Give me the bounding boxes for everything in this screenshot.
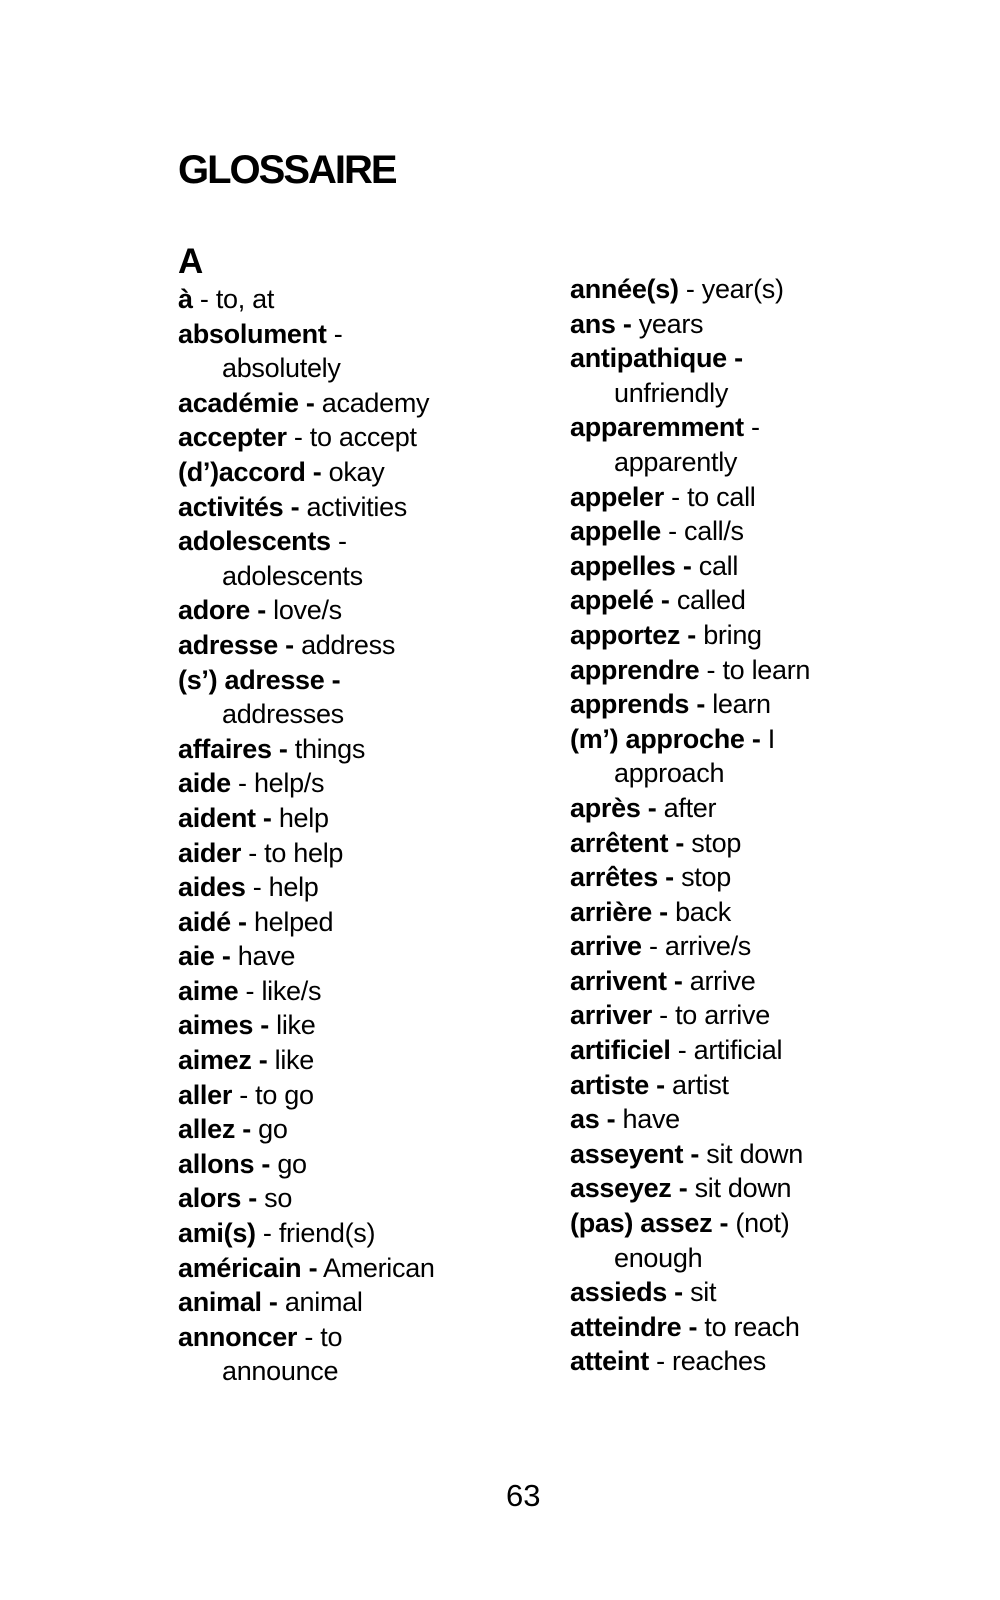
- glossary-entry: [570, 826, 990, 861]
- entry-term: (s’) adresse -: [178, 664, 341, 695]
- glossary-entry: [570, 1275, 990, 1310]
- glossary-entry: appelle - call/s: [570, 516, 744, 547]
- glossary-entry: [570, 722, 990, 791]
- glossary-entry: [178, 939, 578, 974]
- entry-term: appelle: [570, 516, 661, 547]
- entry-definition: to help: [264, 837, 344, 868]
- entry-term: arrière -: [570, 896, 668, 927]
- entry-term: arrive: [570, 931, 642, 962]
- glossary-entry: [178, 1112, 578, 1147]
- entry-definition: help/s: [253, 768, 325, 799]
- glossary-entry: [178, 386, 578, 421]
- entry-definition-continuation: addresses: [222, 699, 344, 730]
- entry-definition: activities: [306, 491, 407, 522]
- entry-definition: learn: [712, 689, 771, 720]
- entry-term: apportez -: [570, 619, 697, 650]
- entry-term: absolument: [178, 318, 327, 349]
- entry-term: aller: [178, 1079, 233, 1110]
- entry-term: (m’) approche -: [570, 723, 761, 754]
- entry-definition: I: [767, 723, 775, 754]
- entry-term: adolescents: [178, 526, 331, 557]
- glossary-entry: [570, 549, 990, 584]
- entry-term: apparemment: [570, 412, 744, 443]
- entry-definition: after: [663, 792, 717, 823]
- glossary-entry: [570, 618, 990, 653]
- glossary-entry: [570, 687, 990, 722]
- glossary-entry: [178, 1181, 578, 1216]
- entry-term: après -: [570, 792, 657, 823]
- glossary-entry: accepter - to accept: [178, 422, 417, 453]
- glossary-entry: apparemment - apparently: [570, 412, 760, 477]
- glossary-entry: [178, 455, 578, 490]
- entry-definition: to reach: [704, 1311, 800, 1342]
- entry-definition: sit down: [694, 1173, 792, 1204]
- entry-term: antipathique -: [570, 343, 743, 374]
- entry-definition: animal: [284, 1287, 363, 1318]
- entry-definition: to call: [687, 481, 756, 512]
- entry-definition: go: [258, 1114, 288, 1145]
- entry-definition: to arrive: [675, 1000, 770, 1031]
- entry-definition: like/s: [261, 975, 322, 1006]
- entry-definition: stop: [681, 862, 731, 893]
- entry-definition: reaches: [672, 1346, 766, 1377]
- entry-term: animal -: [178, 1287, 278, 1318]
- entry-definition: love/s: [273, 595, 342, 626]
- entry-term: artiste -: [570, 1069, 665, 1100]
- page-title: GLOSSAIRE: [178, 148, 396, 192]
- entry-term: appeler: [570, 481, 664, 512]
- entry-definition: sit: [690, 1277, 717, 1308]
- entry-term: atteint: [570, 1346, 649, 1377]
- entry-definition: like: [276, 1010, 316, 1041]
- entry-definition: okay: [328, 456, 385, 487]
- entry-term: asseyez -: [570, 1173, 688, 1204]
- entry-term: année(s): [570, 274, 679, 304]
- entry-definition-continuation: announce: [222, 1356, 339, 1387]
- glossary-entry: adolescents - adolescents: [178, 526, 363, 591]
- entry-term: allez -: [178, 1114, 251, 1145]
- entry-definition: to learn: [722, 654, 811, 685]
- glossary-entry: aime - like/s: [178, 975, 322, 1006]
- glossary-entry: [570, 1102, 990, 1137]
- glossary-entry: [178, 628, 578, 663]
- glossary-entry: [570, 964, 990, 999]
- entry-term: (d’)accord -: [178, 456, 322, 487]
- glossary-entry: [178, 1285, 578, 1320]
- glossary-column-right: [570, 272, 990, 1379]
- entry-definition: back: [675, 896, 731, 927]
- entry-term: allons -: [178, 1148, 271, 1179]
- entry-definition: things: [294, 733, 366, 764]
- entry-term: ans -: [570, 308, 632, 339]
- glossary-entry: [178, 1043, 578, 1078]
- entry-definition: bring: [703, 619, 762, 650]
- entry-term: américain -: [178, 1252, 318, 1283]
- entry-definition: year(s): [701, 274, 784, 304]
- glossary-entry: [570, 307, 990, 342]
- entry-definition: call/s: [684, 516, 744, 547]
- entry-definition: help: [278, 802, 329, 833]
- entry-definition: American: [323, 1252, 435, 1283]
- glossary-entry: [570, 1137, 990, 1172]
- glossary-entry: [570, 1068, 990, 1103]
- entry-term: aie -: [178, 941, 231, 972]
- entry-term: apprendre: [570, 654, 700, 685]
- entry-definition-continuation: approach: [614, 758, 725, 789]
- glossary-entry: [178, 905, 578, 940]
- entry-definition: address: [301, 629, 396, 660]
- entry-definition: so: [264, 1183, 293, 1214]
- glossary-entry: [570, 341, 990, 410]
- entry-definition: sit down: [706, 1138, 803, 1169]
- glossary-entry: aider - to help: [178, 837, 344, 868]
- entry-definition: to, at: [215, 284, 275, 314]
- entry-definition: friend(s): [278, 1218, 376, 1249]
- entry-term: aide: [178, 768, 231, 799]
- page-number: 63: [506, 1478, 541, 1513]
- entry-definition: have: [622, 1104, 680, 1135]
- entry-definition: have: [237, 941, 296, 972]
- glossary-entry: [178, 732, 578, 767]
- glossary-entry: aides - help: [178, 872, 319, 903]
- entry-term: (pas) assez -: [570, 1208, 729, 1239]
- glossary-entry: atteint - reaches: [570, 1346, 766, 1377]
- glossary-entry: [178, 490, 578, 525]
- glossary-entry: annoncer - to announce: [178, 1321, 343, 1387]
- entry-term: à: [178, 284, 193, 314]
- entry-definition: called: [676, 585, 746, 616]
- glossary-entry: [178, 1008, 578, 1043]
- glossary-entry: [178, 1251, 578, 1286]
- entry-term: accepter: [178, 422, 287, 453]
- glossary-entry: arrive - arrive/s: [570, 931, 751, 962]
- entry-term: affaires -: [178, 733, 288, 764]
- entry-term: arrivent -: [570, 965, 683, 996]
- entry-term: assieds -: [570, 1277, 683, 1308]
- entry-term: asseyent -: [570, 1138, 700, 1169]
- entry-definition-continuation: apparently: [614, 446, 738, 477]
- entry-definition-continuation: adolescents: [222, 560, 363, 591]
- entry-term: as -: [570, 1104, 616, 1135]
- entry-definition-continuation: enough: [614, 1242, 703, 1273]
- glossary-entry: [570, 895, 990, 930]
- glossary-entry: artificiel - artificial: [570, 1035, 783, 1066]
- section-letter-a: A: [178, 242, 204, 281]
- entry-definition: like: [274, 1045, 314, 1076]
- entry-term: atteindre -: [570, 1311, 698, 1342]
- glossary-entry: ami(s) - friend(s): [178, 1218, 376, 1249]
- entry-definition: years: [638, 308, 704, 339]
- glossary-entry: absolument - absolutely: [178, 318, 343, 384]
- entry-definition: arrive/s: [664, 931, 751, 962]
- glossary-entry: [570, 583, 990, 618]
- entry-definition: to accept: [309, 422, 417, 453]
- entry-definition: go: [277, 1148, 307, 1179]
- entry-definition: (not): [735, 1208, 790, 1239]
- glossary-entry: appeler - to call: [570, 481, 756, 512]
- entry-term: académie -: [178, 387, 315, 418]
- entry-term: aider: [178, 837, 242, 868]
- entry-term: alors -: [178, 1183, 257, 1214]
- entry-term: arrêtes -: [570, 862, 674, 893]
- entry-definition-continuation: absolutely: [222, 353, 341, 384]
- entry-term: adresse -: [178, 629, 294, 660]
- entry-definition: artist: [672, 1069, 729, 1100]
- entry-term: activités -: [178, 491, 300, 522]
- entry-term: arriver: [570, 1000, 652, 1031]
- glossary-entry: [178, 1147, 578, 1182]
- entry-term: apprends -: [570, 689, 706, 720]
- glossary-entry: aller - to go: [178, 1079, 314, 1110]
- glossary-entry: [178, 663, 578, 732]
- entry-definition: helped: [253, 906, 334, 937]
- entry-definition: help: [268, 872, 319, 903]
- entry-term: aimez -: [178, 1045, 268, 1076]
- glossary-column-left: [178, 282, 578, 1389]
- entry-term: annoncer: [178, 1321, 298, 1352]
- entry-definition-continuation: unfriendly: [614, 377, 729, 408]
- entry-definition: stop: [691, 827, 742, 858]
- entry-term: appelé -: [570, 585, 670, 616]
- entry-term: ami(s): [178, 1218, 256, 1249]
- glossary-entry: année(s) - year(s): [570, 274, 784, 304]
- entry-term: aime: [178, 975, 239, 1006]
- glossary-entry: à - to, at: [178, 284, 275, 314]
- entry-term: aidé -: [178, 906, 247, 937]
- glossary-entry: [570, 1310, 990, 1345]
- entry-definition: artificial: [693, 1035, 783, 1066]
- entry-definition: academy: [321, 387, 430, 418]
- entry-term: aident -: [178, 802, 272, 833]
- glossary-entry: arriver - to arrive: [570, 1000, 770, 1031]
- glossary-entry: [570, 860, 990, 895]
- glossary-entry: apprendre - to learn: [570, 654, 811, 685]
- entry-term: aimes -: [178, 1010, 269, 1041]
- entry-definition: arrive: [689, 965, 756, 996]
- entry-term: adore -: [178, 595, 266, 626]
- entry-term: artificiel: [570, 1035, 671, 1066]
- entry-definition: to: [320, 1321, 343, 1352]
- glossary-entry: [178, 801, 578, 836]
- entry-term: arrêtent -: [570, 827, 685, 858]
- glossary-entry: [570, 1171, 990, 1206]
- entry-definition: to go: [255, 1079, 314, 1110]
- glossary-entry: aide - help/s: [178, 768, 325, 799]
- entry-term: appelles -: [570, 550, 692, 581]
- glossary-entry: [178, 593, 578, 628]
- entry-term: aides: [178, 872, 246, 903]
- glossary-entry: [570, 1206, 990, 1275]
- entry-definition: call: [698, 550, 739, 581]
- glossary-entry: [570, 791, 990, 826]
